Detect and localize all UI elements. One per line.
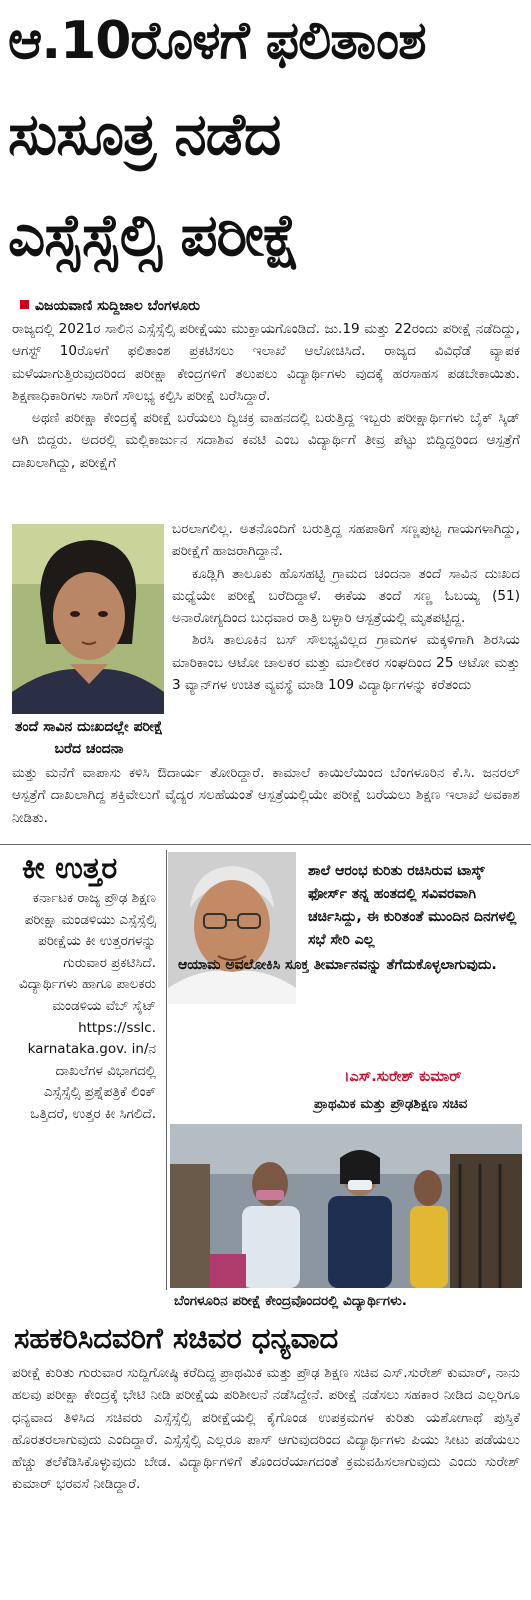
quote-text-narrow: ಶಾಲೆ ಆರಂಭ ಕುರಿತು ರಚಿಸಿರುವ ಟಾಸ್ಕ್ ಫೋರ್ಸ್ ತನ್ನ ಹಂತದಲ್ಲಿ ಸವಿವರವಾಗಿ ಚರ್ಚಿಸಿದ್ದು, ಈ ಕುರಿತಂತೆ ಮುಂದಿನ ದಿನಗಳಲ್ಲಿ ಸಭೆ ಸೇರಿ ಎಲ್ಲ [308, 863, 517, 948]
story-top-block [12, 318, 520, 474]
photo-caption-chandana: ತಂದೆ ಸಾವಿನ ದುಃಖದಲ್ಲೇ ಪರೀಕ್ಷೆ ಬರೆದ ಚಂದನಾ [14, 719, 163, 757]
photo-caption-exam-centre: ಬೆಂಗಳೂರಿನ ಪರೀಕ್ಷೆ ಕೇಂದ್ರವೊಂದರಲ್ಲಿ ವಿದ್ಯಾರ್ಥಿಗಳು. [174, 1293, 407, 1309]
key-answers-title: ಕೀ ಉತ್ತರ [22, 851, 118, 886]
headline-line-3: ಎಸ್ಸೆಸ್ಸೆಲ್ಸಿ ಪರೀಕ್ಷೆ [8, 201, 300, 269]
second-story-paragraph: ಪರೀಕ್ಷೆ ಕುರಿತು ಗುರುವಾರ ಸುದ್ದಿಗೋಷ್ಠಿ ಕರೆದಿದ್ದ ಪ್ರಾಥಮಿಕ ಮತ್ತು ಪ್ರೌಢ ಶಿಕ್ಷಣ ಸಚಿವ ಎಸ್.ಸುರೇಶ್ ಕುಮಾರ್, ನಾನು ಹಲವು ಪರೀಕ್ಷಾ ಕೇಂದ್ರಕ್ಕೆ ಭೇಟಿ ನೀಡಿ ಪರೀಕ್ಷೆಯ ಪರಿಶೀಲನೆ ನಡೆಸಿದ್ದೇನೆ. ಪರೀಕ್ಷೆ ನಡೆಸಲು ಸಹಕಾರ ನೀಡಿದ ಎಲ್ಲರಿಗೂ ಧನ್ಯವಾದ ತಿಳಿಸಿದ ಸಚಿವರು ಎಸ್ಸೆಸ್ಸೆಲ್ಸಿ ಪರೀಕ್ಷೆಯಲ್ಲಿ ಕೈಗೊಂಡ ಉಪಕ್ರಮಗಳ ಕುರಿತು ಯಶೋಗಾಥೆ ಪುಸ್ತಿಕೆ ಹೊರತರಲಾಗುವುದು ಎಂದಿದ್ದಾರೆ. ಎಸ್ಸೆಸ್ಸೆಲ್ಸಿ ಎಲ್ಲರೂ ಪಾಸ್ ಆಗುವುದರಿಂದ ವಿದ್ಯಾರ್ಥಿಗಳು ಪಿಯು ಸೀಟು ಪಡೆಯಲು ಹೆಚ್ಚು ತಲೆಕೆಡಿಸಿಕೊಳ್ಳುವುದು ಬೇಡ. ವಿದ್ಯಾರ್ಥಿಗಳಿಗೆ ತೊಂದರೆಯಾಗದಂತೆ ಕ್ರಮವಹಿಸಲಾಗುವುದು ಎಂದು ಸುರೇಶ್ ಕುಮಾರ್ ಭರವಸೆ ನೀಡಿದ್ದಾರೆ. [12, 1365, 521, 1493]
dateline [20, 296, 200, 316]
story-paragraph-4-continued: ಮತ್ತು ಮನೆಗೆ ವಾಪಾಸು ಕಳಿಸಿ ಔದಾರ್ಯ ತೋರಿದ್ದಾರೆ. ಕಾಮಾಲೆ ಕಾಯಿಲೆಯಿಂದ ಬೆಂಗಳೂರಿನ ಕೆ.ಸಿ. ಜನರಲ್ ಆಸ್ಪತ್ರೆಗೆ ದಾಖಲಾಗಿದ್ದ ಶಕ್ತಿವೇಲುಗೆ ವೈದ್ಯರ ಸಲಹೆಯಂತೆ ಆಸ್ಪತ್ರೆಯಲ್ಲಿಯೇ ಪರೀಕ್ಷೆ ಬರೆಯಲು ಶಿಕ್ಷಣ ಇಲಾಖೆ ಅವಕಾಶ ನೀಡಿತು. [12, 765, 520, 826]
story-paragraph-4: ಶಿರಸಿ ತಾಲೂಕಿನ ಬಸ್ ಸೌಲಭ್ಯವಿಲ್ಲದ ಗ್ರಾಮಗಳ ಮಕ್ಕಳಿಗಾಗಿ ಶಿರಸಿಯ ಮಾರಿಕಾಂಬ ಆಟೋ ಚಾಲಕರ ಮತ್ತು ಮಾಲೀಕರ ಸಂಘದಿಂದ 25 ಆಟೋ ಮತ್ತು 3 ವ್ಯಾನ್‌ಗಳ ಉಚಿತ ವ್ಯವಸ್ಥೆ ಮಾಡಿ 109 ವಿದ್ಯಾರ್ಥಿಗಳನ್ನು ಕರೆತಂದು [172, 632, 520, 694]
story-bottom-block [12, 762, 520, 829]
story-paragraph-3: ಕೂಡ್ಲಿಗಿ ತಾಲೂಕು ಹೊಸಹಟ್ಟಿ ಗ್ರಾಮದ ಚಂದನಾ ತಂದೆ ಸಾವಿನ ದುಃಖದ ಮಧ್ಯೆಯೇ ಪರೀಕ್ಷೆ ಬರೆದಿದ್ದಾಳೆ. ಈಕೆಯ ತಂದೆ ಸಣ್ಣ ಓಬಯ್ಯ (51) ಅನಾರೋಗ್ಯದಿಂದ ಬುಧವಾರ ರಾತ್ರಿ ಬಳ್ಳಾರಿ ಆಸ್ಪತ್ರೆಯಲ್ಲಿ ಮೃತಪಟ್ಟಿದ್ದ. [172, 565, 520, 627]
headline-line-2: ಸುಸೂತ್ರ ನಡೆದ [8, 100, 281, 168]
story-side-block-1 [172, 518, 520, 696]
story-paragraph-1: ರಾಜ್ಯದಲ್ಲಿ 2021ರ ಸಾಲಿನ ಎಸ್ಸೆಸ್ಸೆಲ್ಸಿ ಪರೀಕ್ಷೆಯು ಮುಕ್ತಾಯಗೊಂಡಿದೆ. ಜು.19 ಮತ್ತು 22ರಂದು ಪರೀಕ್ಷೆ ನಡೆದಿದ್ದು, ಆಗಸ್ಟ್ 10ರೊಳಗೆ ಫಲಿತಾಂಶ ಪ್ರಕಟಿಸಲು ಇಲಾಖೆ ಆಲೋಚಿಸಿದೆ. ರಾಜ್ಯದ ವಿವಿಧೆಡೆ ವ್ಯಾಪಕ ಮಳೆಯಾಗುತ್ತಿರುವುದರಿಂದ ಪರೀಕ್ಷಾ ಕೇಂದ್ರಗಳಿಗೆ ತಲುಪಲು ವಿದ್ಯಾರ್ಥಿಗಳು ವುದಕ್ಕೆ ಹರಸಾಹಸ ಪಡಬೇಕಾಯಿತು. ಶಿಕ್ಷಣಾಧಿಕಾರಿಗಳು ಸಾರಿಗೆ ಸೌಲಭ್ಯ ಕಲ್ಪಿಸಿ ಪರೀಕ್ಷೆ ಬರೆಸಿದ್ದಾರೆ. [12, 321, 520, 404]
quote-text-wide: ಆಯಾಮ ಅವಲೋಕಿಸಿ ಸೂಕ್ತ ತೀರ್ಮಾನವನ್ನು ತೆಗೆದುಕೊಳ್ಳಲಾಗುವುದು. [178, 957, 497, 973]
column-divider [166, 850, 167, 1290]
exam-centre-scene-icon [170, 1124, 522, 1288]
minister-quote [178, 860, 518, 977]
dateline-text: ವಿಜಯವಾಣಿ ಸುದ್ದಿಜಾಲ ಬೆಂಗಳೂರು [35, 298, 200, 314]
photo-student-chandana [12, 524, 164, 714]
story-paragraph-2-continued: ಬರಲಾಗಲಿಲ್ಲ. ಅತನೊಂದಿಗೆ ಬರುತ್ತಿದ್ದ ಸಹಪಾಠಿಗೆ ಸಣ್ಣಪುಟ್ಟ ಗಾಯಗಳಾಗಿದ್ದು, ಪರೀಕ್ಷೆಗೆ ಹಾಜರಾಗಿದ್ದಾನೆ. [172, 521, 520, 560]
second-story-body [12, 1362, 520, 1496]
headline-line-1: ಆ.10ರೊಳಗೆ ಫಲಿತಾಂಶ [8, 11, 426, 71]
key-answers-body: ಕರ್ನಾಟಕ ರಾಜ್ಯ ಪ್ರೌಢ ಶಿಕ್ಷಣ ಪರೀಕ್ಷಾ ಮಂಡಳಿಯು ಎಸ್ಸೆಸ್ಸೆಲ್ಸಿ ಪರೀಕ್ಷೆಯ ಕೀ ಉತ್ತರಗಳನ್ನು ಗುರುವಾರ ಪ್ರಕಟಿಸಿದೆ. ವಿದ್ಯಾರ್ಥಿಗಳು ಹಾಗೂ ಪಾಲಕರು ಮಂಡಳಿಯ ವೆಬ್ ಸೈಟ್ https://sslc. karnataka.gov. in/ನ ದಾಖಲೆಗಳ ವಿಭಾಗದಲ್ಲಿ ಎಸ್ಸೆಸ್ಸೆಲ್ಸಿ ಪ್ರಶ್ನೆಪತ್ರಿಕೆ ಲಿಂಕ್ ಒತ್ತಿದರೆ, ಉತ್ತರ ಕೀ ಸಿಗಲಿದೆ. [19, 890, 156, 1122]
girl-portrait-icon [12, 524, 164, 714]
quote-author-role: ಪ್ರಾಥಮಿಕ ಮತ್ತು ಪ್ರೌಢಶಿಕ್ಷಣ ಸಚಿವ [314, 1096, 468, 1112]
second-story-headline: ಸಹಕರಿಸಿದವರಿಗೆ ಸಚಿವರ ಧನ್ಯವಾದ [14, 1321, 339, 1355]
quote-author: ।ಎಸ್.ಸುರೇಶ್ ಕುಮಾರ್ [344, 1069, 462, 1085]
photo-exam-centre [170, 1124, 522, 1288]
story-paragraph-2: ಅಥಣಿ ಪರೀಕ್ಷಾ ಕೇಂದ್ರಕ್ಕೆ ಪರೀಕ್ಷೆ ಬರೆಯಲು ದ್ವಿಚಕ್ರ ವಾಹನದಲ್ಲಿ ಬರುತ್ತಿದ್ದ ಇಬ್ಬರು ಪರೀಕ್ಷಾರ್ಥಿಗಳು ಬೈಕ್ ಸ್ಕಿಡ್ ಆಗಿ ಬಿದ್ದರು. ಅದರಲ್ಲಿ ಮಲ್ಲಿಕಾರ್ಜುನ ಸದಾಶಿವ ಕವಟಿ ಎಂಬ ವಿದ್ಯಾರ್ಥಿಗೆ ತೀವ್ರ ಪೆಟ್ಟು ಬಿದ್ದಿದ್ದರಿಂದ ಆಸ್ಪತ್ರೆಗೆ ದಾಖಲಾಗಿದ್ದು, ಪರೀಕ್ಷೆಗೆ [12, 410, 520, 471]
red-square-icon [20, 300, 29, 309]
section-divider [0, 844, 531, 845]
